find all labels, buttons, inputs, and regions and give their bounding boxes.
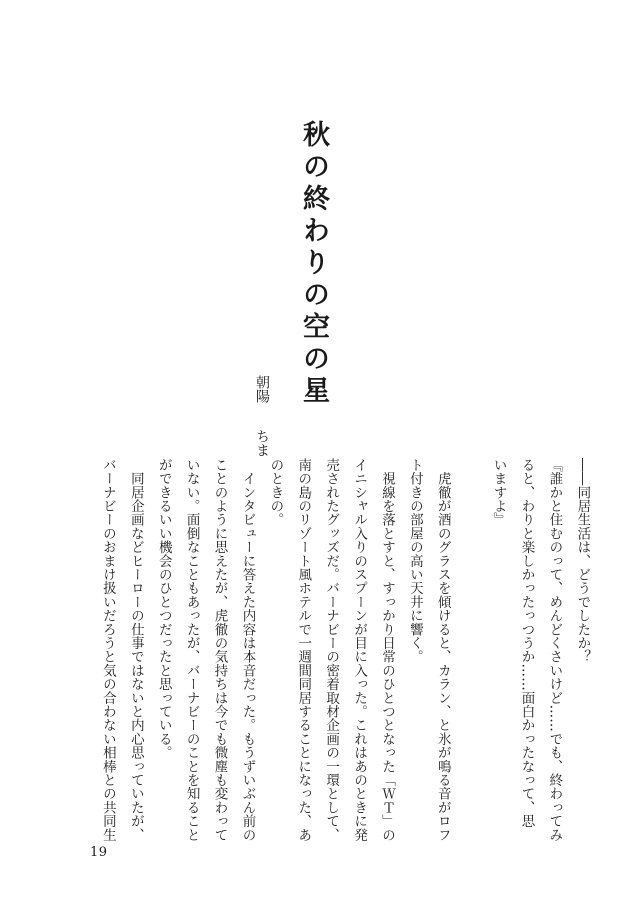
body-line: いない。面倒なこともあったが、バーナビーのことを知ること: [183, 458, 200, 842]
body-line: いますよ』: [490, 458, 507, 527]
body-line: バーナビーのおまけ扱いだろうと気の合わない相棒との共同生: [99, 458, 116, 842]
author-family-name: 朝陽: [254, 375, 270, 403]
body-line: 視線を落とすと、すっかり日常のひとつとなった「ＷＴ」の: [378, 458, 395, 842]
body-line: 南の島のリゾート風ホテルで一週間同居することになった、あ: [295, 458, 312, 842]
body-line: 同居企画などヒーローの仕事ではないと内心思っていたが、: [127, 458, 144, 842]
author-given-name: ちま: [254, 429, 270, 457]
author-name: [253, 375, 271, 457]
body-line: ト付きの部屋の高い天井に響く。: [406, 458, 423, 664]
body-line: のときの。: [267, 458, 284, 527]
body-line: イニシャル入りのスプーンが目に入った。これはあのときに発: [351, 458, 368, 842]
body-text: [93, 458, 595, 842]
body-line: ――同居生活は、どうでしたか？: [574, 458, 591, 664]
body-line: ると、わりと楽しかったっつうか……面白かったなって、思: [518, 458, 535, 828]
page-number: 19: [90, 845, 108, 860]
body-line: 売されたグッズだ。バーナビーの密着取材企画の一環として、: [323, 458, 340, 842]
body-line: [456, 458, 484, 828]
body-line: 『誰かと住むのって、めんどくさいけど……でも、終わってみ: [546, 458, 563, 842]
body-line: ができるいい機会のひとつだったと思っている。: [155, 458, 172, 760]
body-line: ことのように思えたが、虎徹の気持ちは今でも微塵も変わって: [211, 458, 228, 842]
chapter-title: 秋の終わりの空の星: [298, 120, 329, 408]
body-line: インタビューに答えた内容は本音だった。もうずいぶん前の: [239, 458, 256, 842]
body-line: 虎徹が酒のグラスを傾けると、カラン、と氷が鳴る音がロフ: [434, 458, 451, 842]
